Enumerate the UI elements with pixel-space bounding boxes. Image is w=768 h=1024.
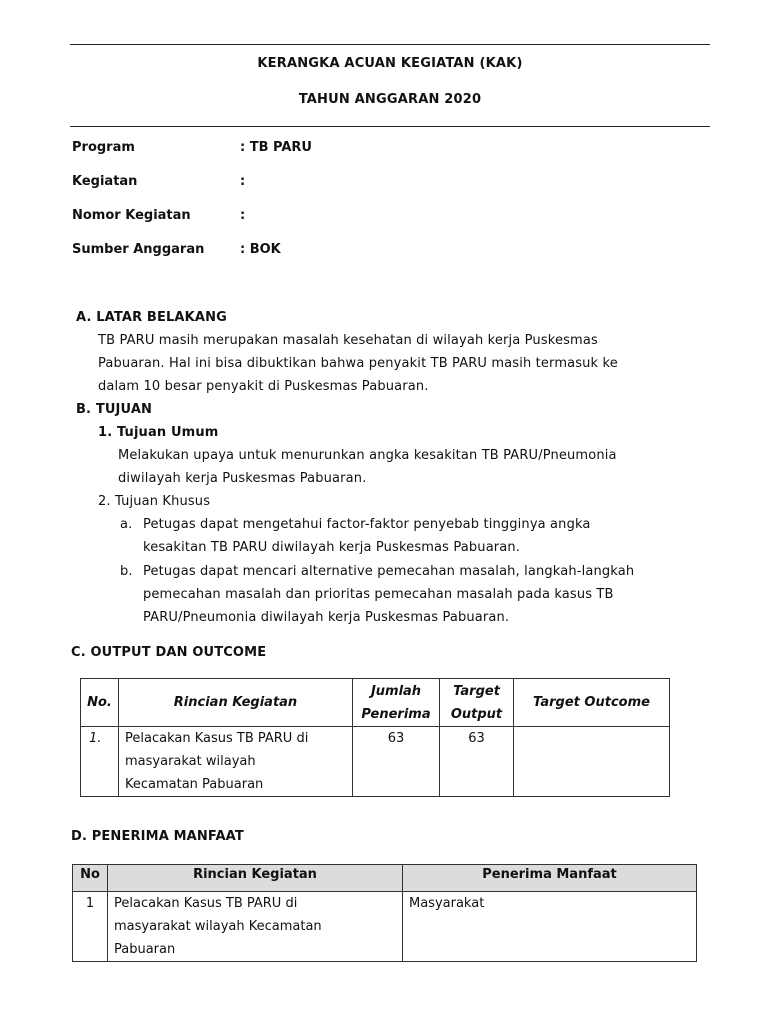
- top-rule: [70, 44, 710, 45]
- row-target: 63: [440, 727, 514, 797]
- item-b-line-2: pemecahan masalah dan prioritas pemecahan masalah pada kasus TB: [143, 587, 614, 602]
- item-b-marker: b.: [120, 564, 133, 579]
- tujuan-umum-heading: 1. Tujuan Umum: [98, 425, 219, 440]
- kegiatan-label: Kegiatan: [72, 174, 138, 189]
- col-target-line-2: Output: [450, 706, 503, 722]
- row-outcome: [514, 727, 670, 797]
- section-a-heading: A. LATAR BELAKANG: [76, 310, 227, 325]
- document-title: KERANGKA ACUAN KEGIATAN (KAK): [257, 56, 523, 71]
- section-a-line-1: TB PARU masih merupakan masalah kesehatan di wilayah kerja Puskesmas: [98, 333, 598, 348]
- row-rincian-line-1: Pelacakan Kasus TB PARU di: [125, 731, 309, 746]
- table-row: [81, 727, 670, 797]
- sumber-anggaran-label: Sumber Anggaran: [72, 242, 205, 257]
- row-penerima: Masyarakat: [403, 892, 697, 962]
- col-penerima-manfaat: Penerima Manfaat: [403, 865, 697, 892]
- item-b-line-3: PARU/Pneumonia diwilayah kerja Puskesmas Pabuaran.: [143, 610, 510, 625]
- col-target-line-1: Target: [453, 683, 500, 699]
- output-outcome-table: [80, 678, 670, 797]
- col-jumlah-line-1: Jumlah: [370, 683, 422, 699]
- program-value: : TB PARU: [240, 140, 312, 155]
- row-rincian-line-3: Kecamatan Pabuaran: [125, 777, 264, 792]
- row-rincian-line-1: Pelacakan Kasus TB PARU di: [114, 896, 298, 911]
- row-rincian-line-2: masyarakat wilayah Kecamatan: [114, 919, 322, 934]
- row-no: 1.: [81, 727, 119, 797]
- col-jumlah-line-2: Penerima: [361, 706, 431, 722]
- col-no: No: [73, 865, 108, 892]
- program-label: Program: [72, 140, 135, 155]
- section-d-heading: D. PENERIMA MANFAAT: [71, 829, 244, 844]
- col-target-outcome: Target Outcome: [514, 679, 670, 727]
- row-no: 1: [73, 892, 108, 962]
- section-b-heading: B. TUJUAN: [76, 402, 153, 417]
- header-rule: [70, 126, 710, 127]
- row-rincian: [119, 727, 353, 797]
- table-header-row: [81, 679, 670, 727]
- tujuan-umum-line-2: diwilayah kerja Puskesmas Pabuaran.: [118, 471, 367, 486]
- item-a-line-1: Petugas dapat mengetahui factor-faktor penyebab tingginya angka: [143, 517, 591, 532]
- item-a-marker: a.: [120, 517, 133, 532]
- item-a-line-2: kesakitan TB PARU diwilayah kerja Puskesmas Pabuaran.: [143, 540, 521, 555]
- item-b-line-1: Petugas dapat mencari alternative pemecahan masalah, langkah-langkah: [143, 564, 635, 579]
- col-jumlah-penerima: [353, 679, 440, 727]
- document-year: TAHUN ANGGARAN 2020: [298, 92, 482, 107]
- col-target-output: [440, 679, 514, 727]
- tujuan-khusus-heading: 2. Tujuan Khusus: [98, 494, 211, 509]
- row-rincian-line-2: masyarakat wilayah: [125, 754, 256, 769]
- tujuan-umum-line-1: Melakukan upaya untuk menurunkan angka kesakitan TB PARU/Pneumonia: [118, 448, 617, 463]
- col-no: No.: [81, 679, 119, 727]
- penerima-manfaat-table: [72, 864, 697, 962]
- col-rincian-kegiatan: Rincian Kegiatan: [119, 679, 353, 727]
- section-a-line-2: Pabuaran. Hal ini bisa dibuktikan bahwa penyakit TB PARU masih termasuk ke: [98, 356, 618, 371]
- row-jumlah: 63: [353, 727, 440, 797]
- table-header-row: [73, 865, 697, 892]
- nomor-kegiatan-value: :: [240, 208, 246, 223]
- sumber-anggaran-value: : BOK: [240, 242, 281, 257]
- row-rincian: [108, 892, 403, 962]
- kegiatan-value: :: [240, 174, 246, 189]
- nomor-kegiatan-label: Nomor Kegiatan: [72, 208, 191, 223]
- table-row: [73, 892, 697, 962]
- section-c-heading: C. OUTPUT DAN OUTCOME: [71, 645, 267, 660]
- col-rincian-kegiatan: Rincian Kegiatan: [108, 865, 403, 892]
- row-rincian-line-3: Pabuaran: [114, 942, 176, 957]
- section-a-line-3: dalam 10 besar penyakit di Puskesmas Pabuaran.: [98, 379, 429, 394]
